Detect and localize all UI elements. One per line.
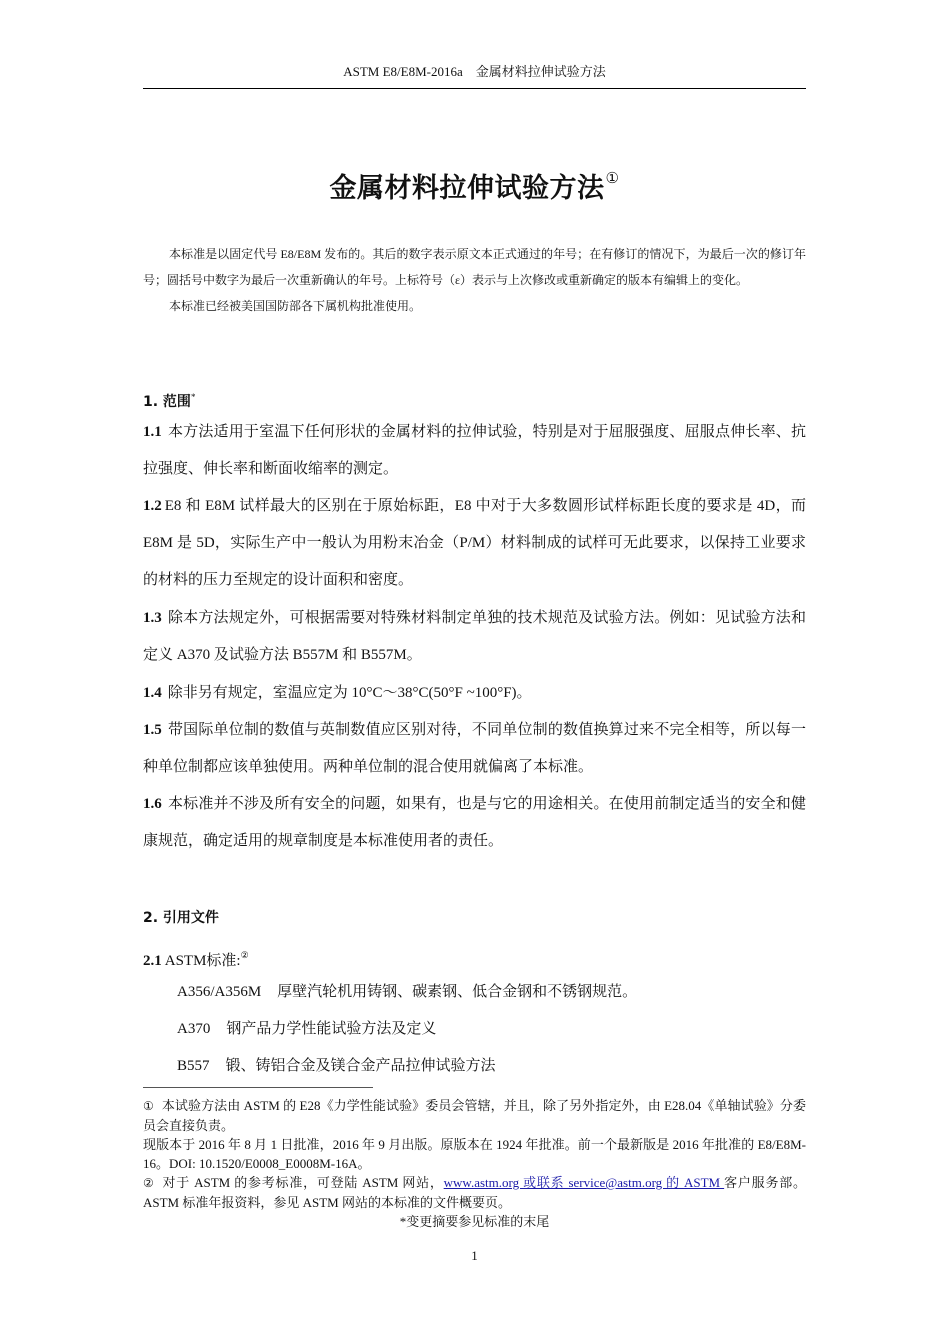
- running-header: ASTM E8/E8M-2016a 金属材料拉伸试验方法: [343, 64, 606, 79]
- clause-text: 本标准并不涉及所有安全的问题，如果有，也是与它的用途相关。在使用前制定适当的安全和健康规范，确定适用的规章制度是本标准使用者的责任。: [143, 796, 806, 849]
- footnote-1-marker: ①: [143, 1099, 154, 1113]
- document-title: [143, 158, 806, 209]
- abstract: [143, 241, 806, 319]
- reference-code: B557: [177, 1058, 210, 1074]
- clause-number: 1.2: [143, 498, 162, 514]
- footnote-1-text: 本试验方法由 ASTM 的 E28《力学性能试验》委员会管辖，并且，除了另外指定外，由 E28.04《单轴试验》分委员会直接负责。: [143, 1098, 806, 1133]
- clause-1-3: [143, 600, 806, 674]
- reference-a356: [177, 974, 637, 1011]
- section-heading-referenced-documents: 2. 引用文件: [143, 910, 219, 926]
- footnotes: [143, 1096, 806, 1231]
- clause-1-4: [143, 675, 806, 712]
- clause-text: 带国际单位制的数值与英制数值应区别对待，不同单位制的数值换算过来不完全相等，所以每一种单位制都应该单独使用。两种单位制的混合使用就偏离了本标准。: [143, 722, 806, 775]
- reference-code: A356/A356M: [177, 984, 262, 1000]
- section-heading-text: 1. 范围: [143, 394, 191, 410]
- clause-text: 本方法适用于室温下任何形状的金属材料的拉伸试验，特别是对于屈服强度、屈服点伸长率、抗拉强度、伸长率和断面收缩率的测定。: [143, 424, 806, 477]
- clause-number: 2.1: [143, 953, 162, 969]
- clause-1-5: [143, 712, 806, 786]
- footnote-separator: [143, 1087, 373, 1088]
- reference-b557: [177, 1048, 496, 1085]
- abstract-paragraph-2: 本标准已经被美国国防部各下属机构批准使用。: [169, 299, 422, 313]
- clause-text: ASTM标准:: [164, 953, 241, 969]
- clause-number: 1.3: [143, 610, 162, 626]
- clause-number: 1.5: [143, 722, 162, 738]
- clause-text: 除本方法规定外，可根据需要对特殊材料制定单独的技术规范及试验方法。例如：见试验方法和定义 A370 及试验方法 B557M 和 B557M。: [143, 610, 806, 663]
- astm-website-link[interactable]: www.astm.org 或联系 service@astm.org 的 ASTM: [443, 1175, 725, 1190]
- reference-title: 钢产品力学性能试验方法及定义: [226, 1021, 437, 1037]
- title-footnote-mark[interactable]: ①: [605, 169, 620, 187]
- reference-a370: [177, 1011, 436, 1048]
- footnote-2: [143, 1173, 806, 1212]
- header-rule: [143, 88, 806, 89]
- section-heading-scope: [143, 387, 806, 412]
- clause-text: E8 和 E8M 试样最大的区别在于原始标距，E8 中对于大多数圆形试样标距长度的要求是 4D，而 E8M 是 5D，实际生产中一般认为用粉末冶金（P/M）材料制成的试样可无此要求，以保持工业要求的材料的压力至规定的设计面积和密度。: [143, 498, 806, 588]
- clause-number: 1.1: [143, 424, 162, 440]
- page-number: 1: [471, 1248, 478, 1263]
- footnote-2-mark[interactable]: ②: [240, 950, 249, 960]
- clause-number: 1.6: [143, 796, 162, 812]
- clause-1-6: [143, 786, 806, 860]
- clause-text: 除非另有规定，室温应定为 10°C～38°C(50°F ~100°F)。: [167, 685, 532, 701]
- reference-code: A370: [177, 1021, 211, 1037]
- change-mark: *: [190, 392, 196, 402]
- clause-1-1: [143, 414, 806, 488]
- abstract-paragraph-1: 本标准是以固定代号 E8/E8M 发布的。其后的数字表示原文本正式通过的年号；在有修订的情况下，为最后一次的修订年号；圆括号中数字为最后一次重新确认的年号。上标符号（ε）表示与上次修改或重新确定的版本有编辑上的变化。: [143, 247, 806, 287]
- reference-title: 厚壁汽轮机用铸钢、碳素钢、低合金钢和不锈钢规范。: [277, 984, 638, 1000]
- footnote-1: [143, 1096, 806, 1135]
- footnote-1-continuation: 现版本于 2016 年 8 月 1 日批准，2016 年 9 月出版。原版本在 1924 年批准。前一个最新版是 2016 年批准的 E8/E8M-16。DOI: 10.1520/E0008_E0008M-16A。: [143, 1137, 806, 1171]
- footnote-2-text-before: 对于 ASTM 的参考标准，可登陆 ASTM 网站，: [162, 1175, 444, 1190]
- title-text: 金属材料拉伸试验方法: [329, 173, 605, 204]
- footnote-2-marker: ②: [143, 1176, 155, 1190]
- clause-1-2: [143, 488, 806, 599]
- footnote-2-text-after: 客户服务部。ASTM 标准年报资料，参见 ASTM 网站的本标准的文件概要页。: [143, 1175, 806, 1210]
- reference-title: 锻、铸铝合金及镁合金产品拉伸试验方法: [225, 1058, 496, 1074]
- clause-number: 1.4: [143, 685, 162, 701]
- change-summary-note: *变更摘要参见标准的末尾: [399, 1214, 550, 1229]
